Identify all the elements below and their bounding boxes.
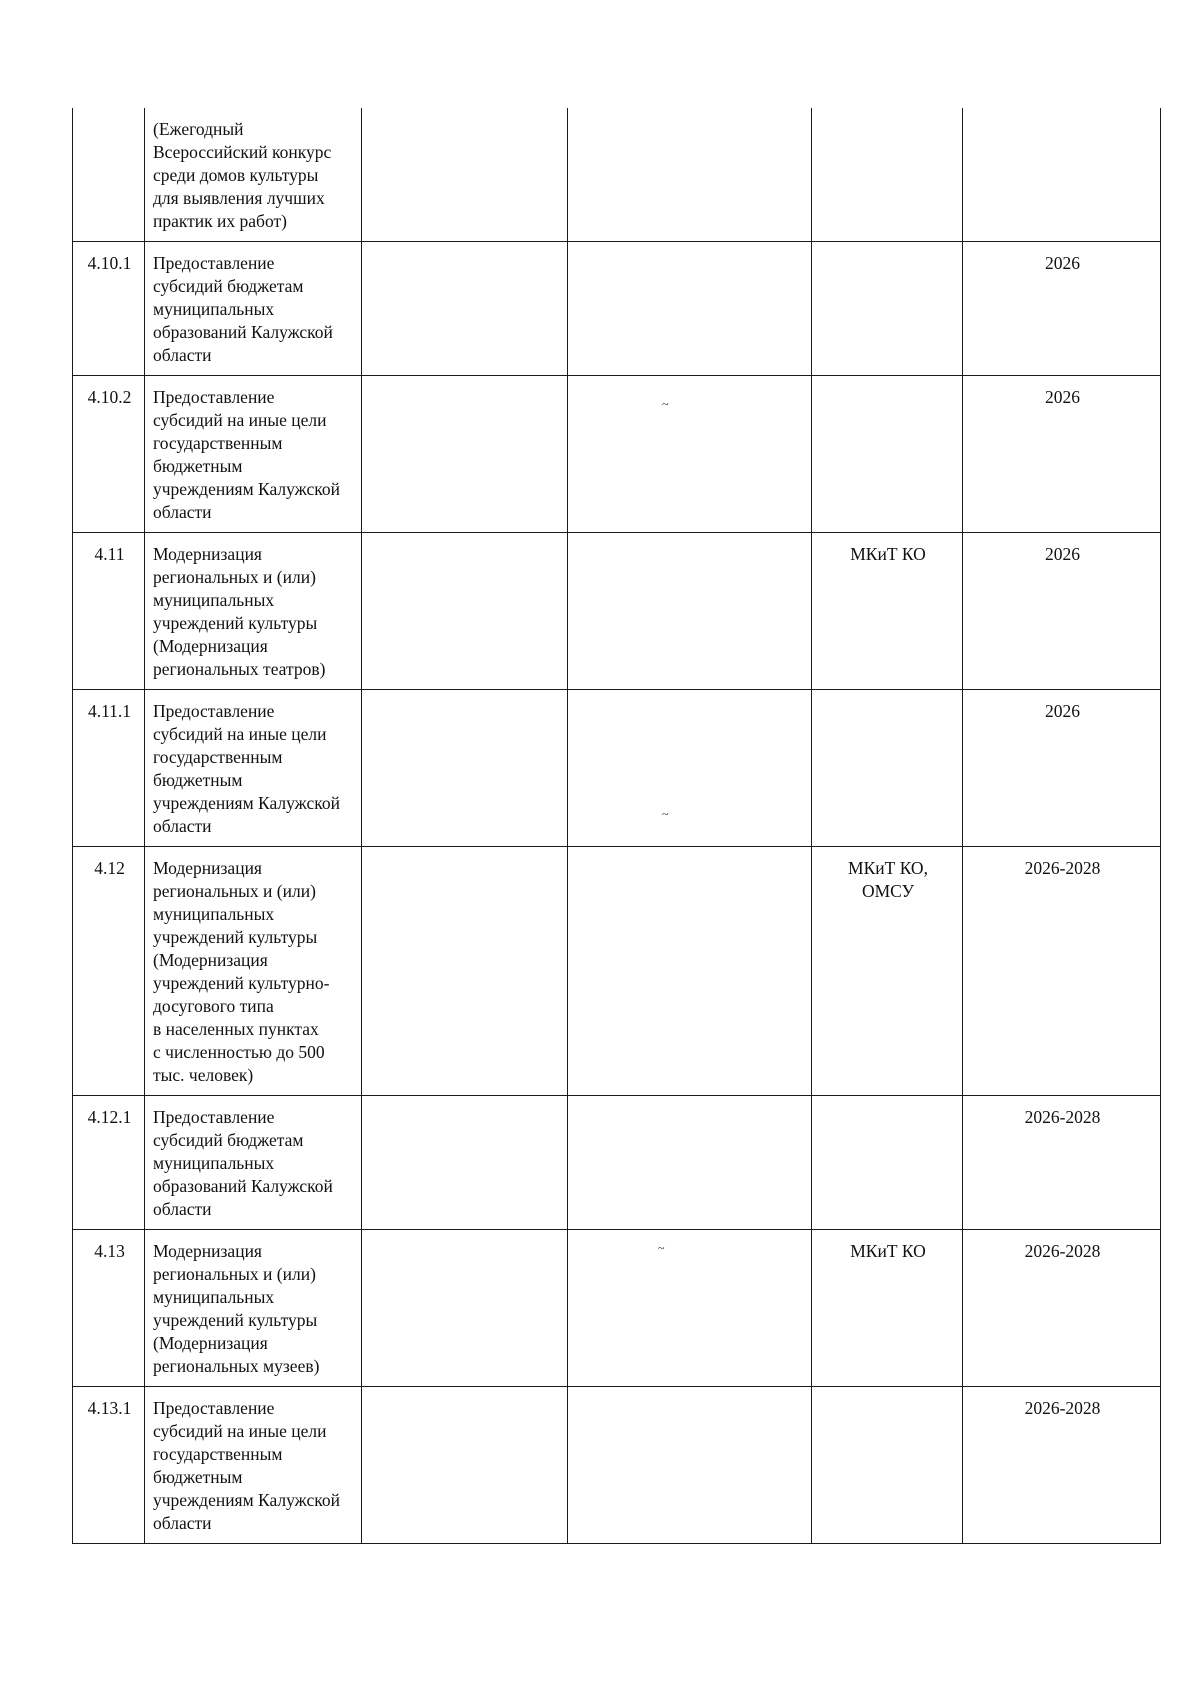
scan-speck: ~	[662, 807, 669, 821]
table-row	[73, 242, 1161, 376]
cell-col4	[568, 533, 812, 690]
measure-name	[145, 1387, 362, 1544]
responsible-text: МКиТ КО, ОМСУ	[848, 858, 928, 901]
row-number	[73, 108, 145, 242]
cell-col4	[568, 242, 812, 376]
responsible-cell	[812, 108, 963, 242]
years-cell: 2026-2028	[963, 1230, 1161, 1387]
responsible-cell	[812, 847, 963, 1096]
years-cell: 2026-2028	[963, 1387, 1161, 1544]
measure-name-text: Модернизация региональных и (или) муниципальных учреждений культуры (Модернизация учреждений культурно- досугового типа в населенных пунктах с численностью до 500 тыс. человек)	[153, 858, 330, 1085]
cell-col3	[362, 1230, 568, 1387]
row-number: 4.11	[73, 533, 145, 690]
table-row	[73, 533, 1161, 690]
responsible-cell	[812, 376, 963, 533]
scan-speck: ~	[658, 1241, 665, 1255]
cell-col3	[362, 108, 568, 242]
table-row	[73, 1230, 1161, 1387]
measures-table	[72, 108, 1161, 1544]
cell-col3	[362, 376, 568, 533]
measure-name-text: (Ежегодный Всероссийский конкурс среди домов культуры для выявления лучших практик их работ)	[153, 119, 332, 231]
measure-name	[145, 533, 362, 690]
measure-name-text: Предоставление субсидий бюджетам муниципальных образований Калужской области	[153, 253, 333, 365]
measure-name	[145, 242, 362, 376]
measure-name	[145, 690, 362, 847]
cell-col4	[568, 847, 812, 1096]
cell-col4	[568, 108, 812, 242]
row-number: 4.10.2	[73, 376, 145, 533]
row-number: 4.10.1	[73, 242, 145, 376]
years-cell: 2026	[963, 376, 1161, 533]
row-number: 4.13	[73, 1230, 145, 1387]
table-row	[73, 690, 1161, 847]
years-cell: 2026	[963, 690, 1161, 847]
cell-col4	[568, 1387, 812, 1544]
measure-name	[145, 376, 362, 533]
cell-col3	[362, 690, 568, 847]
measure-name	[145, 1096, 362, 1230]
measure-name-text: Предоставление субсидий на иные цели государственным бюджетным учреждениям Калужской области	[153, 701, 340, 836]
responsible-cell	[812, 690, 963, 847]
measures-table-body	[73, 108, 1161, 1544]
measure-name-text: Модернизация региональных и (или) муниципальных учреждений культуры (Модернизация региональных театров)	[153, 544, 326, 679]
measure-name-text: Предоставление субсидий бюджетам муниципальных образований Калужской области	[153, 1107, 333, 1219]
cell-col4	[568, 1230, 812, 1387]
responsible-cell	[812, 242, 963, 376]
table-row	[73, 847, 1161, 1096]
table-row	[73, 108, 1161, 242]
years-cell: 2026	[963, 242, 1161, 376]
years-cell: 2026-2028	[963, 847, 1161, 1096]
table-row	[73, 1387, 1161, 1544]
responsible-cell	[812, 1387, 963, 1544]
table-row	[73, 376, 1161, 533]
measure-name	[145, 108, 362, 242]
row-number: 4.11.1	[73, 690, 145, 847]
cell-col4	[568, 376, 812, 533]
cell-col3	[362, 1387, 568, 1544]
cell-col3	[362, 847, 568, 1096]
row-number: 4.12	[73, 847, 145, 1096]
measure-name-text: Модернизация региональных и (или) муниципальных учреждений культуры (Модернизация региональных музеев)	[153, 1241, 320, 1376]
table-row	[73, 1096, 1161, 1230]
row-number: 4.13.1	[73, 1387, 145, 1544]
responsible-text: МКиТ КО	[850, 544, 926, 564]
measure-name	[145, 847, 362, 1096]
responsible-cell	[812, 533, 963, 690]
years-cell	[963, 108, 1161, 242]
row-number: 4.12.1	[73, 1096, 145, 1230]
responsible-cell	[812, 1096, 963, 1230]
scan-speck: ~	[662, 397, 669, 411]
measure-name-text: Предоставление субсидий на иные цели государственным бюджетным учреждениям Калужской области	[153, 387, 340, 522]
cell-col3	[362, 242, 568, 376]
measure-name-text: Предоставление субсидий на иные цели государственным бюджетным учреждениям Калужской области	[153, 1398, 340, 1533]
cell-col4	[568, 1096, 812, 1230]
responsible-cell	[812, 1230, 963, 1387]
years-cell: 2026	[963, 533, 1161, 690]
cell-col3	[362, 533, 568, 690]
responsible-text: МКиТ КО	[850, 1241, 926, 1261]
cell-col3	[362, 1096, 568, 1230]
cell-col4	[568, 690, 812, 847]
measure-name	[145, 1230, 362, 1387]
years-cell: 2026-2028	[963, 1096, 1161, 1230]
